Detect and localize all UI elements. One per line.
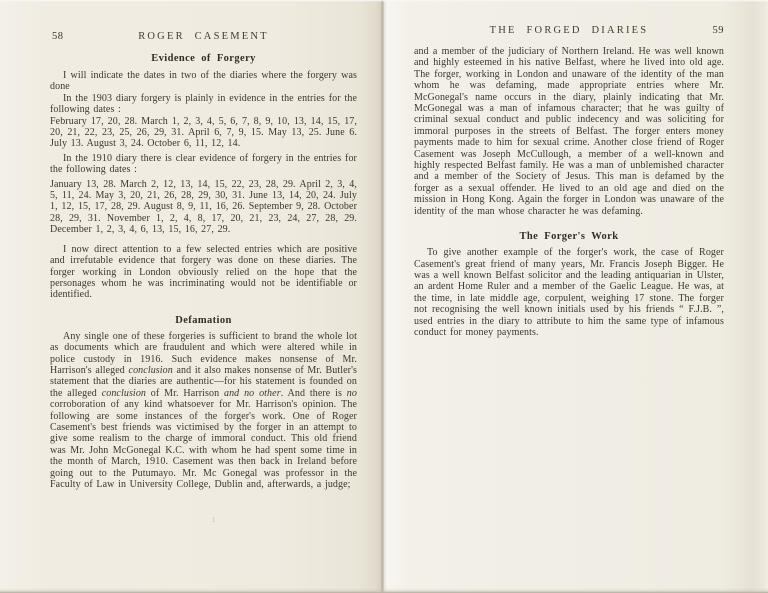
print-artifact-mark: 1 <box>212 516 215 524</box>
running-head-right: THE FORGED DIARIES <box>489 25 649 36</box>
paragraph-1903-intro: In the 1903 diary forgery is plainly in evidence in the entries for the following dates : <box>50 92 357 116</box>
page-left-header <box>50 30 357 44</box>
paragraph-dates-1910: January 13, 28. March 2, 12, 13, 14, 15, 22, 23, 28, 29. April 2, 3, 4, 5, 11, 24. May 3, 20, 21, 26, 28, 29, 30, 31. June 13, 14, 20, 24. July 1, 12, 15, 17, 28, 29. August 8, 9, 11, 16, 26. September 9, 28. October 28, 29, 31. November 1, 2, 4, 8, 17, 20, 21, 23, 24, 27, 28, 29. December 1, 2, 3, 4, 6, 13, 15, 16, 27, 29. <box>50 178 357 236</box>
page-number-right: 59 <box>712 25 724 36</box>
page-number-left: 58 <box>52 31 64 42</box>
heading-defamation: Defamation <box>175 314 232 326</box>
paragraph-intro: I will indicate the dates in two of the diaries where the forgery was done <box>50 70 357 93</box>
page-right-header <box>414 24 724 38</box>
paragraph-direct-attention: I now direct attention to a few selected entries which are positive and irrefutable evidence that forgery was done on these diaries. The forger working in London obviously relied on the hope that the personages whom he was incriminating would not be identifiable or identified. <box>50 243 357 301</box>
heading-evidence-of-forgery: Evidence of Forgery <box>151 53 256 64</box>
paragraph-1910-intro: In the 1910 diary there is clear evidence of forgery in the entries for the following dates : <box>50 152 357 176</box>
paragraph-defamation: Any single one of these forgeries is sufficient to brand the whole lot as documents which are fraudulent and which were altered while in police custody in 1916. Such evidence makes nonsense of Mr. Harrison's alleged conclusion and it also makes nonsense of Mr. Butler's statement that the diaries are authentic—for his statement is founded on the alleged conclusion of Mr. Harrison and no other. And there is no corroboration of any kind whatsoever for Mr. Harrison's opinion. The following are some instances of the forger's work. One of Roger Casement's best friends was victimised by the forger in an attempt to give some realism to the charge of immoral conduct. This old friend was Mr. John McGonegal K.C. with whom he had spent some time in the month of March, 1910. Casement was then back in Ireland before going out to the Putumayo. Mr. Mc Gonegal was professor in the Faculty of Law in University College, Dublin and, afterwards, a judge; <box>50 330 357 490</box>
paragraph-continuation: and a member of the judiciary of Northern Ireland. He was well known and highly esteemed in his native Belfast, where he lived into old age. The forger, working in London and unaware of the identity of the man whom he was defaming, made appropriate entries where Mr. McGonegal's name occurs in the diary, plainly indicating that Mr. McGonegal was a man of infamous character; that he was guilty of criminal sexual conduct and public indecency and was soliciting for immoral purposes in the streets of Belfast. The forger enters money payments made to him for sexual crime. Another close friend of Roger Casement was Joseph McCullough, a member of a well-known and highly respected Belfast family. He was a man of unblemished character and a member of the Society of Jesus. This man is defamed by the forger as a sexual offender. He lived to an old age and died on the mission in Hong Kong. Again the forger in London was unaware of the identity of the man whose character he was defaming. <box>414 46 724 217</box>
paragraph-forgers-work: To give another example of the forger's work, the case of Roger Casement's great friend of many years, Mr. Francis Joseph Bigger. He was a well known Belfast solicitor and the leading antiquarian in Ulster, an ardent Home Ruler and a member of the Gaelic League. He was, at the time, in late middle age, corpulent, weighing 17 stone. The forger not recognising the well known initials used by his friends “ F.J.B. ”, used entries in the diary to attribute to him the same type of infamous conduct for money payments. <box>414 247 724 338</box>
page-right <box>387 0 768 593</box>
paragraph-dates-1903: February 17, 20, 28. March 1, 2, 3, 4, 5, 6, 7, 8, 9, 10, 13, 14, 15, 17, 20, 21, 22, 23, 25, 26, 29, 31. April 6, 7, 9, 15. May 13, 25. June 6. July 13. August 3, 24. October 6, 11, 12, 14. <box>50 115 357 150</box>
running-head-left: ROGER CASEMENT <box>138 31 269 42</box>
page-left <box>0 0 381 593</box>
heading-forgers-work: The Forger's Work <box>519 231 619 243</box>
